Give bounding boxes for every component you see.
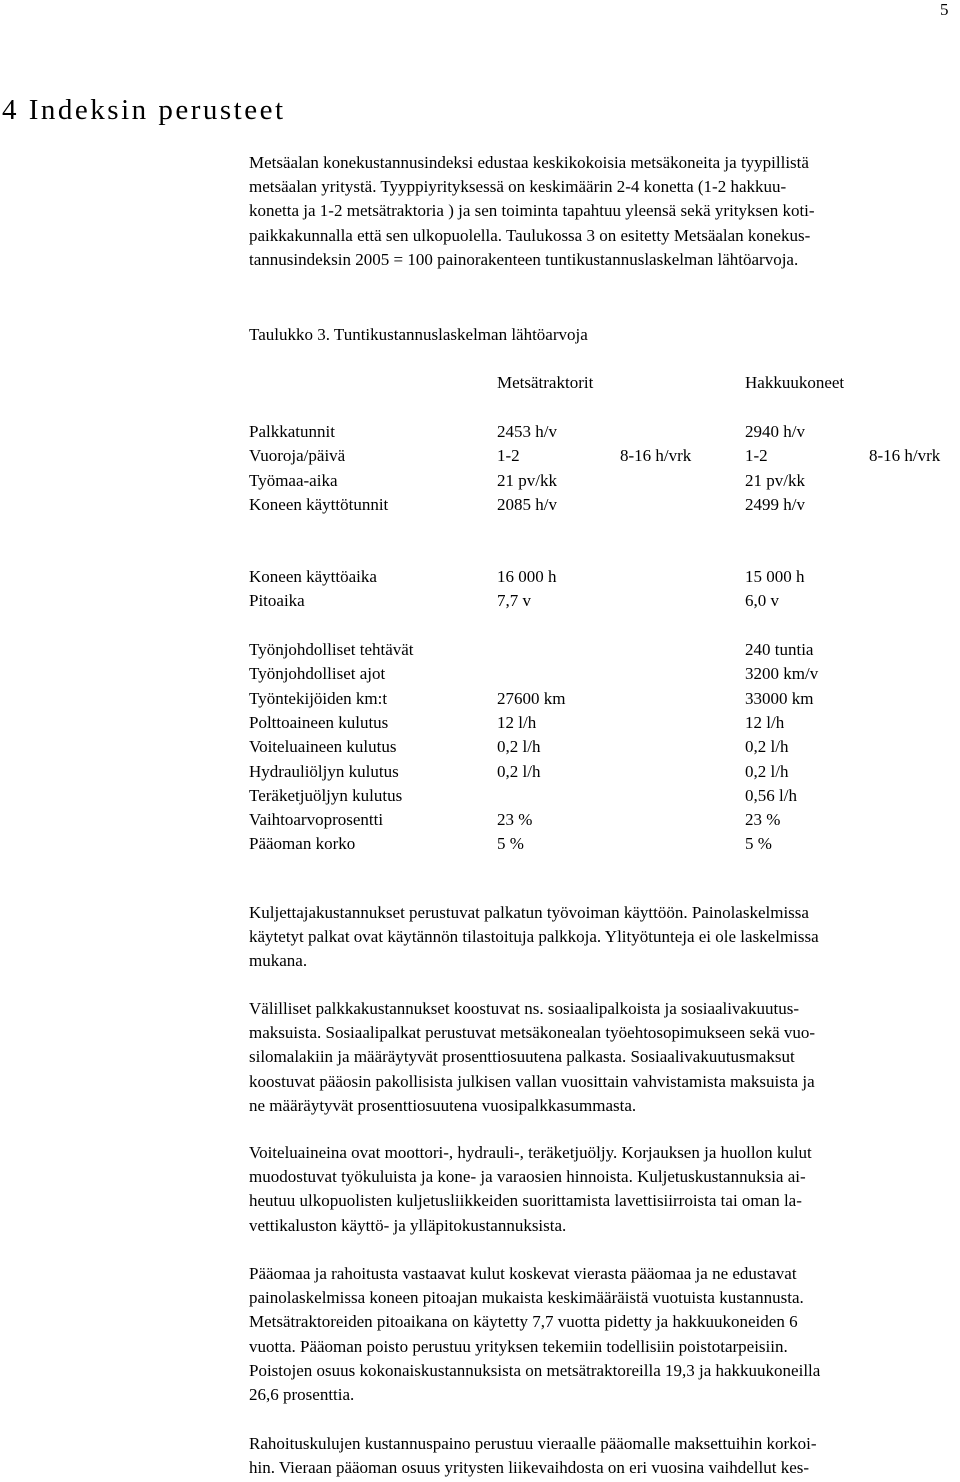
page-number: 5 bbox=[940, 0, 949, 19]
hakkuukoneet-value: 5 % bbox=[745, 834, 772, 854]
hakkuukoneet-value: 0,56 l/h bbox=[745, 785, 797, 805]
column-header-metsatraktorit: Metsätraktorit bbox=[497, 373, 594, 392]
paragraph-line: muodostuvat työkuluista ja kone- ja varaosien hinnoista. Kuljetuskustannuksia ai- bbox=[249, 1167, 806, 1187]
paragraph-line: vettikaluston käyttö- ja ylläpitokustannuksista. bbox=[249, 1215, 567, 1235]
row-label: Polttoaineen kulutus bbox=[249, 712, 389, 732]
metsatraktorit-value: 27600 km bbox=[497, 688, 566, 708]
hakkuukoneet-value: 1-2 bbox=[745, 446, 768, 466]
paragraph-line: paikkakunnalla että sen ulkopuolella. Taulukossa 3 on esitetty Metsäalan konekus- bbox=[249, 225, 811, 245]
paragraph-line: Välilliset palkkakustannukset koostuvat ns. sosiaalipalkoista ja sosiaalivakuutus- bbox=[249, 999, 800, 1018]
paragraph bbox=[249, 901, 960, 974]
row-label: Työnjohdolliset tehtävät bbox=[249, 640, 414, 659]
row-label: Pitoaika bbox=[249, 591, 305, 611]
row-label: Koneen käyttöaika bbox=[249, 567, 377, 586]
paragraph-line: metsäalan yritystä. Tyyppiyrityksessä on keskimäärin 2-4 konetta (1-2 hakkuu- bbox=[249, 177, 787, 197]
paragraph-line: Metsäalan konekustannusindeksi edustaa keskikokoisia metsäkoneita ja tyypillistä bbox=[249, 153, 809, 172]
hakkuukoneet-value: 2499 h/v bbox=[745, 494, 805, 514]
paragraph bbox=[249, 1141, 960, 1238]
intro-paragraph bbox=[249, 151, 960, 272]
paragraph-line: 26,6 prosenttia. bbox=[249, 1385, 355, 1405]
hakkuukoneet-value: 240 tuntia bbox=[745, 640, 814, 659]
metsatraktorit-value: 2453 h/v bbox=[497, 422, 557, 441]
paragraph-line: mukana. bbox=[249, 951, 308, 971]
paragraph bbox=[249, 1432, 960, 1480]
hakkuukoneet-value: 12 l/h bbox=[745, 712, 785, 732]
paragraph-line: Pääomaa ja rahoitusta vastaavat kulut koskevat vierasta pääomaa ja ne edustavat bbox=[249, 1264, 797, 1283]
metsatraktorit-value: 16 000 h bbox=[497, 567, 557, 586]
metsatraktorit-value: 21 pv/kk bbox=[497, 470, 557, 490]
hakkuukoneet-value: 21 pv/kk bbox=[745, 470, 805, 490]
column-header-hakkuukoneet: Hakkuukoneet bbox=[745, 373, 845, 392]
row-label: Koneen käyttötunnit bbox=[249, 494, 389, 514]
row-label: Palkkatunnit bbox=[249, 422, 335, 441]
metsatraktorit-shift-value: 8-16 h/vrk bbox=[620, 446, 692, 466]
paragraph bbox=[249, 997, 960, 1118]
hakkuukoneet-value: 15 000 h bbox=[745, 567, 805, 586]
metsatraktorit-value: 12 l/h bbox=[497, 712, 537, 732]
section-heading: 4 Indeksin perusteet bbox=[2, 94, 286, 126]
hakkuukoneet-value: 3200 km/v bbox=[745, 664, 819, 684]
paragraph-line: tannusindeksin 2005 = 100 painorakenteen tuntikustannuslaskelman lähtöarvoja. bbox=[249, 249, 799, 269]
metsatraktorit-value: 1-2 bbox=[497, 446, 520, 466]
paragraph-line: silomalakiin ja määräytyvät prosenttiosuutena palkasta. Sosiaalivakuutusmaksut bbox=[249, 1047, 795, 1067]
paragraph-line: maksuista. Sosiaalipalkat perustuvat metsäkonealan työehtosopimukseen sekä vuo- bbox=[249, 1023, 816, 1043]
paragraph-line: Kuljettajakustannukset perustuvat palkatun työvoiman käyttöön. Painolaskelmissa bbox=[249, 903, 809, 922]
hakkuukoneet-shift-value: 8-16 h/vrk bbox=[869, 446, 941, 466]
hakkuukoneet-value: 0,2 l/h bbox=[745, 761, 789, 781]
metsatraktorit-value: 7,7 v bbox=[497, 591, 531, 611]
hakkuukoneet-value: 2940 h/v bbox=[745, 422, 805, 441]
row-label: Voiteluaineen kulutus bbox=[249, 737, 397, 757]
paragraph-line: hin. Vieraan pääoman osuus yritysten liikevaihdosta on eri vuosina vaihdellut kes- bbox=[249, 1458, 810, 1478]
paragraph-line: ne määräytyvät prosenttiosuutena vuosipalkkasummasta. bbox=[249, 1095, 637, 1115]
paragraph bbox=[249, 1262, 960, 1407]
row-label: Hydrauliöljyn kulutus bbox=[249, 761, 399, 781]
row-label: Vuoroja/päivä bbox=[249, 446, 346, 466]
paragraph-line: konetta ja 1-2 metsätraktoria ) ja sen toiminta tapahtuu yleensä sekä yrityksen koti- bbox=[249, 201, 815, 221]
hakkuukoneet-value: 6,0 v bbox=[745, 591, 779, 611]
row-label: Työnjohdolliset ajot bbox=[249, 664, 386, 684]
paragraph-line: painolaskelmissa koneen pitoajan mukaista keskimääräistä vuotuista kustannusta. bbox=[249, 1288, 804, 1308]
row-label: Vaihtoarvoprosentti bbox=[249, 810, 384, 830]
row-label: Työntekijöiden km:t bbox=[249, 688, 388, 708]
paragraph-line: Voiteluaineina ovat moottori-, hydrauli-, teräketjuöljy. Korjauksen ja huollon kulut bbox=[249, 1143, 812, 1162]
paragraph-line: koostuvat pääosin pakollisista julkisen vallan vuosittain vahvistamista maksuista ja bbox=[249, 1071, 815, 1091]
hakkuukoneet-value: 33000 km bbox=[745, 688, 814, 708]
hakkuukoneet-value: 23 % bbox=[745, 810, 781, 830]
paragraph-line: vuotta. Pääoman poisto perustuu yrityksen tekemiin todellisiin poistotarpeisiin. bbox=[249, 1336, 788, 1356]
paragraph-line: Rahoituskulujen kustannuspaino perustuu vieraalle pääomalle maksettuihin korkoi- bbox=[249, 1434, 817, 1453]
row-label: Työmaa-aika bbox=[249, 470, 338, 490]
paragraph-line: Poistojen osuus kokonaiskustannuksista on metsätraktoreilla 19,3 ja hakkuukoneilla bbox=[249, 1360, 821, 1380]
hakkuukoneet-value: 0,2 l/h bbox=[745, 737, 789, 757]
metsatraktorit-value: 2085 h/v bbox=[497, 494, 557, 514]
metsatraktorit-value: 5 % bbox=[497, 834, 524, 854]
metsatraktorit-value: 23 % bbox=[497, 810, 533, 830]
metsatraktorit-value: 0,2 l/h bbox=[497, 737, 541, 757]
metsatraktorit-value: 0,2 l/h bbox=[497, 761, 541, 781]
paragraph-line: käytetyt palkat ovat käytännön tilastoituja palkkoja. Ylityötunteja ei ole laskelmissa bbox=[249, 927, 819, 947]
table-caption: Taulukko 3. Tuntikustannuslaskelman lähtöarvoja bbox=[249, 325, 588, 344]
paragraph-line: Metsätraktoreiden pitoaikana on käytetty 7,7 vuotta pidetty ja hakkuukoneiden 6 bbox=[249, 1312, 798, 1332]
row-label: Teräketjuöljyn kulutus bbox=[249, 785, 403, 805]
row-label: Pääoman korko bbox=[249, 834, 356, 854]
paragraph-line: heutuu ulkopuolisten kuljetusliikkeiden suorittamista lavettisiirroista tai oman la- bbox=[249, 1191, 802, 1211]
